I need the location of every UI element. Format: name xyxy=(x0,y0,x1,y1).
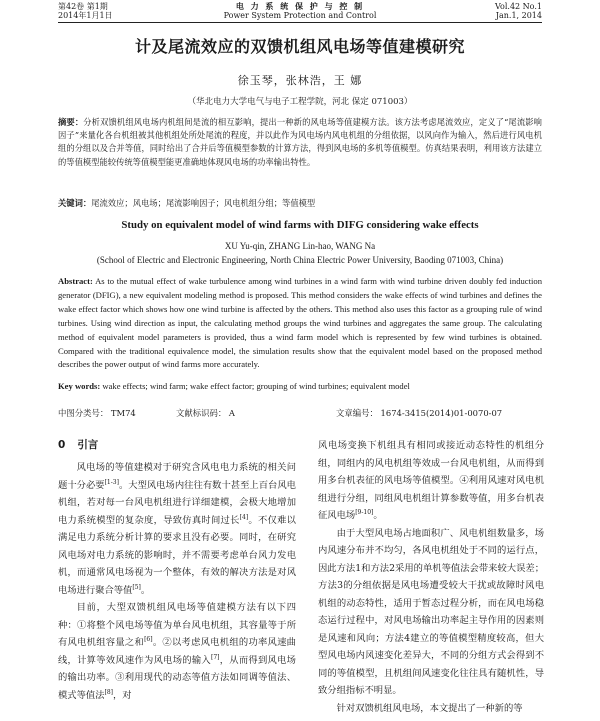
header-right xyxy=(495,2,542,20)
keywords-cn xyxy=(58,197,542,209)
keywords-label-en: Key words: xyxy=(58,381,101,391)
citation: [4] xyxy=(239,513,249,521)
abstract-text-en: As to the mutual effect of wake turbulence among wind turbines in a wind farm with wind turbine driven doubly fed induction generator (DFIG), a new equivalent modeling method is proposed. This method considers the wake effects of wind turbines and defines the wake effect factor which shows how one wind turbine is affected by the others. This method also uses this factor as a grouping rule of wind turbines. Using wind direction as input, the calculating method groups the wind turbines and aggregates the same group. The calculating method of equivalent model parameters is provided, thus a wind farm model which is represented by few wind turbines is obtained. Compared with the traditional equivalence model, the simulation results show that the equivalent model based on the proposed method describes the power output of wind farms more accurately. xyxy=(58,276,542,370)
section-number: 0 xyxy=(58,439,66,451)
text-run: 目前，大型双馈机组风电场等值建模方法有以下四种：①将整个风电场等值为单台风电机组，其容量等于所有风电机组容量之和 xyxy=(58,602,296,648)
journal-name-cn: 电 力 系 统 保 护 与 控 制 xyxy=(235,2,365,11)
keywords-label-cn: 关键词： xyxy=(58,198,92,208)
paper-title-en: Study on equivalent model of wind farms with DIFG considering wake effects xyxy=(121,219,479,231)
header-center xyxy=(58,2,542,20)
keywords-en xyxy=(58,380,542,392)
text-run: 。 xyxy=(373,510,383,521)
citation: [5] xyxy=(132,583,141,591)
volume-en: Vol.42 No.1 xyxy=(495,2,542,11)
text-run: 风电场的等值建模对于研究含风电电力系统的相关问题十分必要 xyxy=(58,462,296,491)
citation: [9-10] xyxy=(355,508,374,516)
affiliation-en: (School of Electric and Electronic Engineering, North China Electric Power University, Baoding 071003, China) xyxy=(96,255,504,265)
section-heading xyxy=(58,437,98,452)
body-paragraph: 由于大型风电场占地面积广、风电机组数量多，场内风速分布并不均匀，各风电机组处于不同的运行点，因此方法1和方法2采用的单机等值法会带来较大误差；方法3的分组依据是风电场遭受较大干扰或故障时风电机组的动态特性，适用于暂态过程分析，而在风电场稳态运行过程中，对风电场输出功率起主导作用的因素则是风速和风向；方法4建立的等值模型精度较高，但大型风电场内风速变化差异大，不同的分组方式会得到不同的等值模型，且机组间风速变化往往具有随机性，导致分组指标不明显。 xyxy=(318,527,544,696)
doc-label: 文献标识码： xyxy=(176,408,227,418)
abstract-cn xyxy=(58,116,542,169)
running-header xyxy=(58,2,542,23)
text-run: 。不仅难以满足电力系统分析计算的要求且没有必要。同时，在研究风电场对电力系统的影响时，并不需要考虑单台风力发电机，而通常风电场视为一个整体，有效的解决方法是对风电场进行聚合等值 xyxy=(58,514,296,596)
date-cn: 2014年1月1日 xyxy=(58,11,113,20)
authors-en: XU Yu-qin, ZHANG Lin-hao, WANG Na xyxy=(224,241,376,251)
keywords-text-en: wake effects; wind farm; wake effect factor; grouping of wind turbines; equivalent model xyxy=(102,381,410,391)
citation: [8] xyxy=(104,688,113,696)
clc-label: 中图分类号： xyxy=(58,408,109,418)
abstract-label-cn: 摘要： xyxy=(58,117,84,127)
doc-value: A xyxy=(228,408,235,418)
text-run: 风电场变换下机组具有相同或接近动态特性的机组分组，同组内的风电机组等效成一台风电机组，从而得到用多台机表征的风电场等值模型。④利用风速对风电机组进行分组，同组风电机组计算参数等值，用多台机表征风电场 xyxy=(318,440,544,521)
paper-title-cn: 计及尾流效应的双馈机组风电场等值建模研究 xyxy=(134,37,465,56)
citation: [1-3] xyxy=(104,478,119,486)
abstract-label-en: Abstract: xyxy=(58,276,93,286)
clc-value: TM74 xyxy=(110,408,136,418)
abstract-en xyxy=(58,275,542,372)
section-title: 引言 xyxy=(77,439,99,451)
affiliation-cn: （华北电力大学电气与电子工程学院，河北 保定 071003） xyxy=(187,97,413,107)
keywords-text-cn: 尾流效应；风电场；尾流影响因子；风电机组分组；等值模型 xyxy=(91,198,316,208)
article-number xyxy=(336,407,502,419)
text-run: 。②以考虑风电机组的功率风速曲线，计算等效风速作为风电场的输入 xyxy=(58,637,296,666)
text-run: ，对 xyxy=(113,689,132,701)
body-column-left xyxy=(58,459,296,704)
citation: [6] xyxy=(144,635,153,643)
body-paragraph xyxy=(58,459,296,599)
text-run: 。大型风电场内往往有数十甚至上百台风电机组，若对每一台风电机组进行详细建模，会极大地增加电力系统模型的复杂度，导致仿真时间过长 xyxy=(58,479,296,526)
text-run: 。 xyxy=(140,584,151,596)
clc-number xyxy=(58,407,136,419)
abstract-text-cn: 分析双馈机组风电场内机组间是流的相互影响，提出一种新的风电场等值建模方法。该方法考虑尾流效应，定义了“尾流影响因子”来量化各台机组被其他机组处所处尾流的程度，并以此作为风电场内风电机组的分组依据，以风向作为输入，然后进行风电机组的分组以及合并等值，同时给出了合并后等值模型参数的计算方法，得到风电场的多机等值模型。仿真结果表明，利用该方法建立的等值模型能较传统等值模型能更准确地体现风电场的功率输出特性。 xyxy=(58,117,542,167)
citation: [7] xyxy=(210,653,220,661)
body-paragraph xyxy=(318,437,544,525)
document-code xyxy=(176,407,235,419)
volume-cn: 第42卷 第1期 xyxy=(58,2,108,11)
article-value: 1674-3415(2014)01-0070-07 xyxy=(380,408,503,418)
date-en: Jan.1, 2014 xyxy=(495,11,542,20)
body-paragraph xyxy=(58,599,296,704)
authors-cn: 徐玉琴，张林浩，王 娜 xyxy=(237,74,363,87)
body-column-right xyxy=(318,437,544,717)
body-paragraph: 针对双馈机组风电场，本文提出了一种新的等 xyxy=(336,702,523,714)
journal-name-en: Power System Protection and Control xyxy=(223,11,377,20)
article-label: 文章编号： xyxy=(336,408,378,418)
text-run: ，从而得到风电场的输出功率。③利用现代的动态等值方法如同调等值法、模式等值法 xyxy=(58,654,296,701)
